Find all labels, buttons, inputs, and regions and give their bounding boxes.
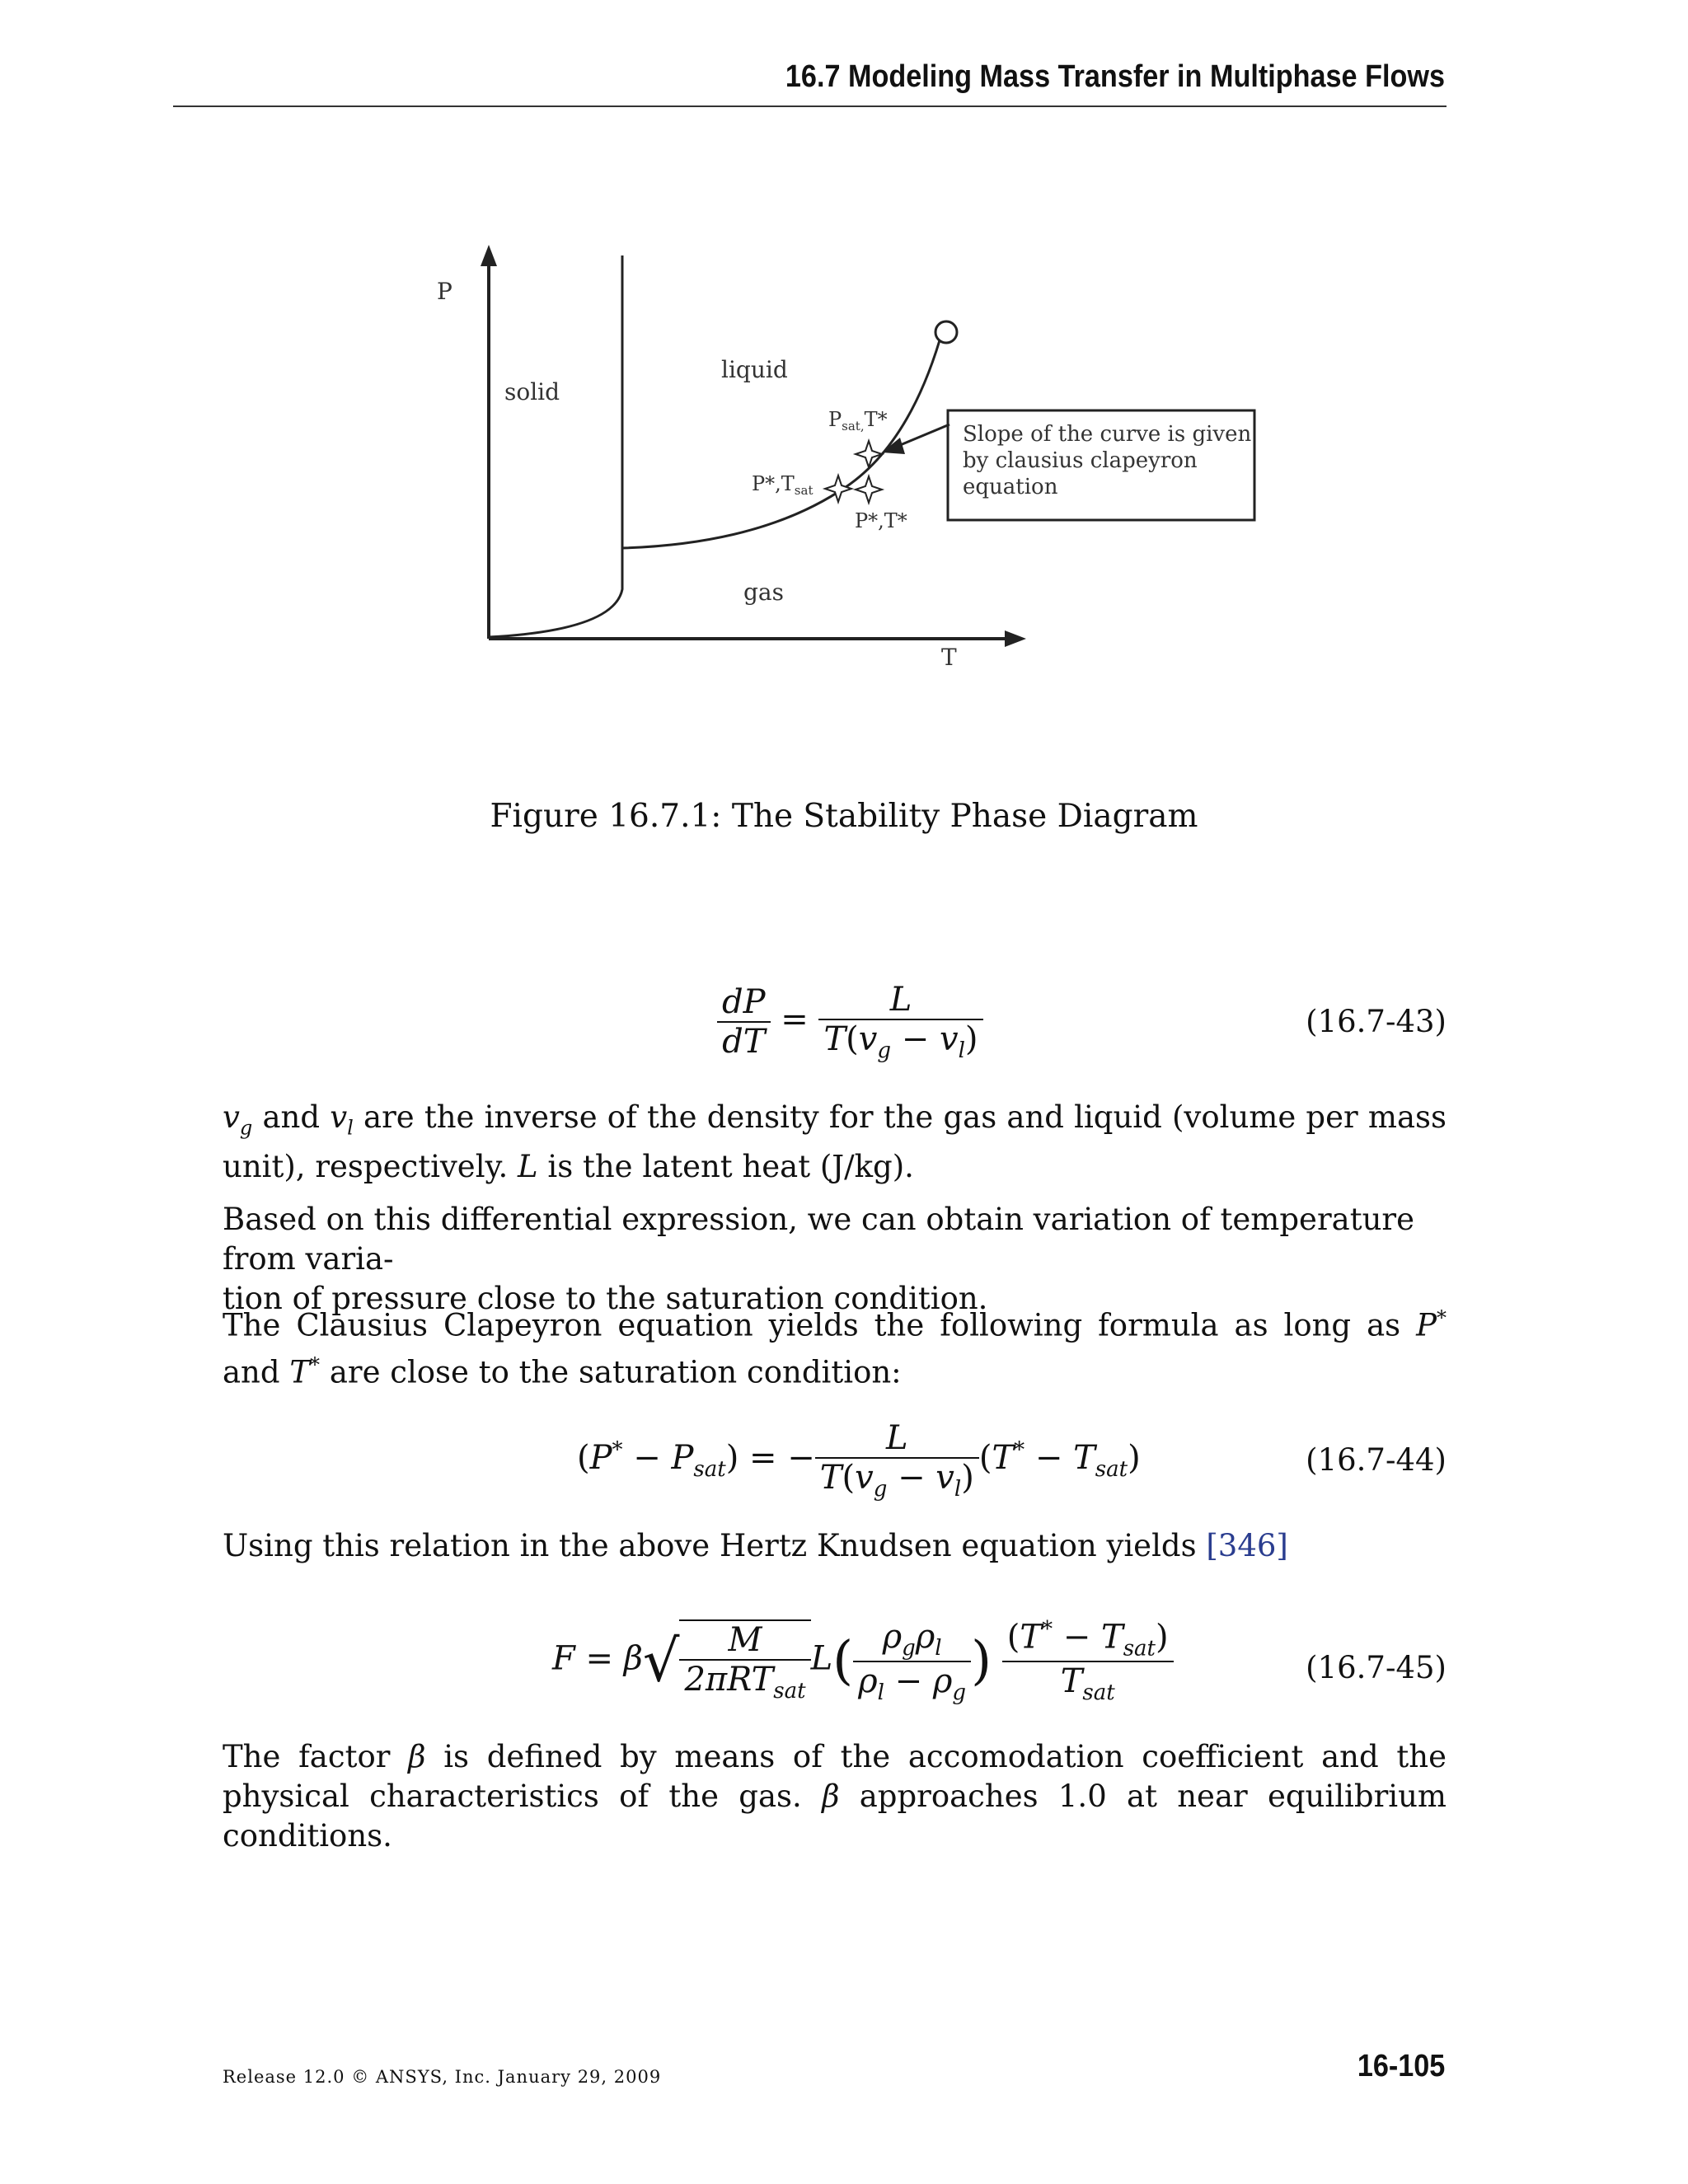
gas-label: gas xyxy=(743,579,784,606)
citation-link[interactable]: [346] xyxy=(1206,1528,1288,1563)
liquid-label: liquid xyxy=(721,356,788,383)
solid-label: solid xyxy=(504,378,560,405)
eq45-body: F = β√ $\frac{M}{2\pi RT_{sat}}$ L( $\frac{\rho_g\rho_l}{\rho_l - \rho_g}$ ) $\frac{(T^* - T_{sat})}{T_{sat}}$ xyxy=(552,1617,1174,1705)
paragraph-specific-volumes: $v_g$ and $v_l$ are the inverse of the density for the gas and liquid (volume per mass unit), respectively. L is the latent heat (J/kg). xyxy=(223,1099,1447,1185)
eq43-number: (16.7-43) xyxy=(1306,1004,1447,1039)
p-axis-label: P xyxy=(437,278,452,305)
phase-diagram-figure xyxy=(412,243,1286,688)
annotation-line-2: by clausius clapeyron xyxy=(963,448,1198,473)
paragraph-differential-expression: Based on this differential expression, we can obtain variation of temperature from varia- tion of pressure close to the saturation condition. xyxy=(223,1202,1414,1316)
annotation-line-3: equation xyxy=(963,475,1058,499)
paragraph-clausius-clapeyron: The Clausius Clapeyron equation yields the following formula as long as P* and T* are close to the saturation condition: xyxy=(223,1306,1447,1390)
t-axis-arrow xyxy=(1005,630,1026,647)
eq44-body: $(P^* - P_{sat})$ = − $\frac{L}{T(v_g - v_l)}$ $(T^* - T_{sat})$ xyxy=(577,1419,1141,1502)
p-axis-arrow xyxy=(481,245,497,266)
footer-release: Release 12.0 © ANSYS, Inc. January 29, 2009 xyxy=(223,2067,662,2087)
eq43-body: $\frac{dP}{dT}$ = $\frac{L}{T(v_g - v_l)}$ xyxy=(717,981,983,1063)
running-header: 16.7 Modeling Mass Transfer in Multiphase Flows xyxy=(785,59,1445,94)
header-rule xyxy=(173,105,1447,107)
phase-diagram-svg xyxy=(412,243,1286,688)
eq44-number: (16.7-44) xyxy=(1306,1442,1447,1478)
star-marker-psat xyxy=(856,441,882,467)
equation-16-7-44 xyxy=(223,1419,1447,1510)
paragraph-factor-beta: The factor β is defined by means of the accomodation coefficient and the physical characteristics of the gas. β approaches 1.0 at near equilibrium conditions. xyxy=(223,1739,1447,1854)
star-marker-pstar xyxy=(856,476,882,503)
equation-16-7-45 xyxy=(223,1617,1447,1724)
annotation-line-1: Slope of the curve is given xyxy=(963,422,1252,447)
equation-16-7-43 xyxy=(223,981,1447,1071)
pstar-tsat-label: $P*,T_{sat}$ xyxy=(752,472,814,498)
critical-point xyxy=(935,321,957,343)
figure-caption: Figure 16.7.1: The Stability Phase Diagram xyxy=(490,798,1198,835)
page-number: 16-105 xyxy=(1357,2049,1445,2083)
sublimation-curve xyxy=(489,548,622,637)
t-axis-label: T xyxy=(941,644,957,671)
psat-tstar-label: $P_{sat,}T*$ xyxy=(828,408,888,434)
pstar-tstar-label: P*,T* xyxy=(855,509,907,532)
paragraph-hertz-knudsen: Using this relation in the above Hertz Knudsen equation yields [346] xyxy=(223,1528,1288,1563)
eq45-number: (16.7-45) xyxy=(1306,1650,1447,1685)
